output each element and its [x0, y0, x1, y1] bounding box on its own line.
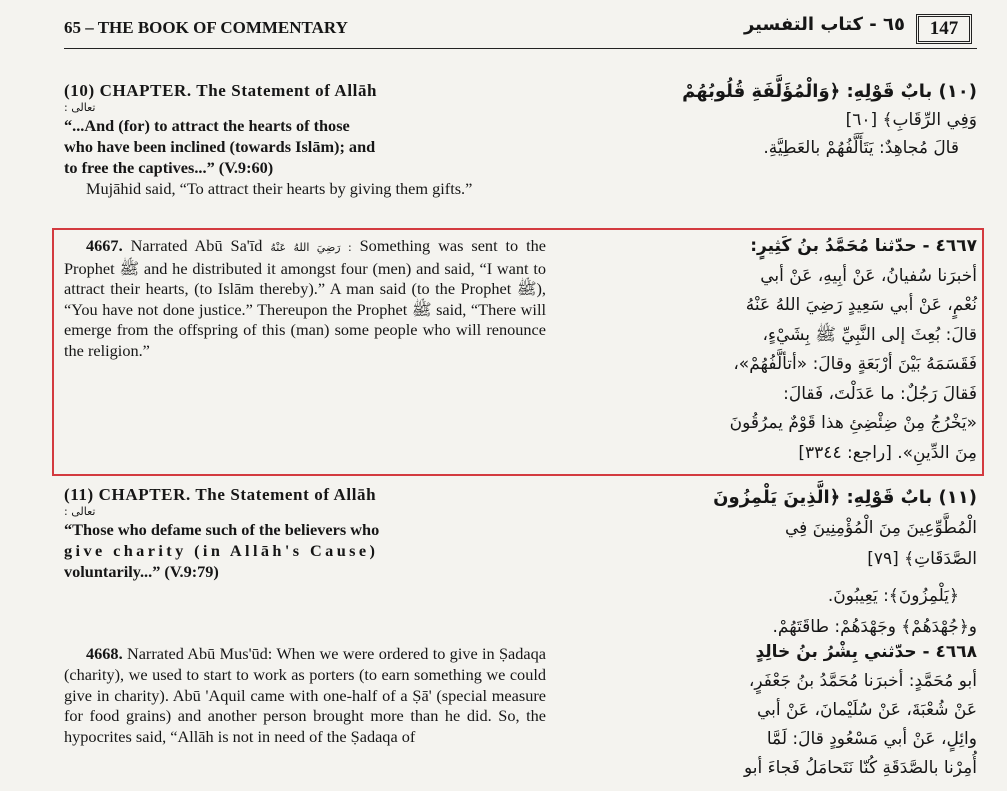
arabic-line: عَنْ شُعْبَةَ، عَنْ سُلَيْمانَ، عَنْ أبي [756, 700, 977, 720]
arabic-line: أبو مُحَمَّدٍ: أخبرَنا مُحَمَّدُ بنُ جَعْفَرٍ، [748, 671, 977, 691]
arabic-line: نُعْمٍ، عَنْ أبي سَعِيدٍ رَضِيَ اللهُ عَنْهُ [745, 295, 977, 315]
arabic-line: الصَّدَقَاتِ﴾ [٧٩] [867, 549, 977, 569]
mujahid-text: Mujāhid said, “To attract their hearts by giving them gifts.” [86, 179, 473, 198]
hadith-number: 4668. [86, 644, 123, 663]
chapter-11-heading: (11) CHAPTER. The Statement of Allāh [64, 485, 377, 504]
chapter-11-english [64, 484, 546, 582]
arabic-line: «يَخْرُجُ مِنْ ضِئْضِئِ هذا قَوْمٌ يمرُقُونَ [729, 413, 977, 433]
verse-line: who have been inclined (towards Islām); and [64, 137, 376, 156]
arabic-line: قالَ مُجاهِدٌ: يَتَأَلَّفُهُمْ بالعَطِيَّةِ. [763, 138, 959, 158]
verse-line: give charity (in Allāh's Cause) [64, 541, 379, 560]
arabic-line: أُمِرْنا بالصَّدَقَةِ كُنّا نَتَحامَلُ فَجاءَ أبو [743, 758, 977, 778]
hadith-4668-arabic [580, 638, 977, 783]
chapter-11-verse [64, 519, 546, 582]
arabic-line: ٤٦٦٧ - حدّثنا مُحَمَّدُ بنُ كَثِيرٍ: [750, 236, 977, 256]
chapter-11-arabic [580, 482, 977, 643]
arabic-line: قالَ: بُعِثَ إلى النَّبِيِّ ﷺ بِشَيْءٍ، [762, 324, 977, 345]
arabic-line: الْمُطَّوِّعِينَ مِنَ الْمُؤْمِنِينَ فِي [784, 518, 977, 538]
narrated-label: Narrated Abū Sa'īd [122, 236, 271, 255]
hadith-4667-text: Something was sent to the Prophet ﷺ and he distributed it amongst four (men) and said, “I want to attract their hearts, (to Islām thereby).” A man said (to the Prophet ﷺ), “You have not done justice.” Thereupon the Prophet ﷺ said, “There will emerge from the offspring of this (man) some people who will renounce the religion.” [64, 236, 547, 360]
arabic-line: فَقالَ رَجُلٌ: ما عَدَلْتَ، فَقالَ: [783, 383, 977, 404]
arabic-line: (١٠) بابٌ قَوْلِهِ: ﴿وَالْمُؤَلَّفَةِ قُلُوبُهُمْ [682, 81, 977, 102]
arabic-line: وائِلٍ، عَنْ أبي مَسْعُودٍ قالَ: لَمَّا [766, 729, 977, 749]
page-number: 147 [916, 14, 972, 44]
arabic-line: أخبرَنا سُفيانُ، عَنْ أبِيهِ، عَنْ أبي [760, 265, 977, 286]
header-rule [64, 48, 977, 49]
running-header-right: ٦٥ - كتاب التفسير [743, 14, 905, 35]
arabic-line: (١١) بابٌ قَوْلِهِ: ﴿الَّذِينَ يَلْمِزُونَ [713, 487, 977, 508]
chapter-10-heading: (10) CHAPTER. The Statement of Allāh [64, 81, 378, 100]
running-header-left: 65 – THE BOOK OF COMMENTARY [64, 18, 348, 37]
hadith-4667-arabic [580, 232, 977, 468]
chapter-10-taala: تعالى : [64, 101, 96, 114]
arabic-line: فَقَسَمَهُ بَيْنَ أرْبَعَةٍ وقالَ: «أتألَّفُهُمْ»، [733, 354, 977, 374]
hadith-4668-english [64, 644, 546, 748]
verse-line: “Those who defame such of the believers who [64, 520, 380, 539]
chapter-10-arabic [580, 78, 977, 162]
verse-line: to free the captives...” (V.9:60) [64, 158, 274, 177]
arabic-line: ٤٦٦٨ - حدّثني بِشْرُ بنُ خالِدٍ [755, 642, 977, 662]
chapter-11-taala: تعالى : [64, 505, 96, 518]
radi-allahu-anhu: رَضِيَ اللهُ عَنْهُ : [270, 241, 352, 254]
arabic-line: مِنَ الدِّينِ». [راجع: ٣٣٤٤] [798, 442, 977, 463]
chapter-10-verse [64, 115, 546, 178]
verse-line: voluntarily...” (V.9:79) [64, 562, 219, 581]
hadith-4668-text: Narrated Abū Mus'ūd: When we were ordered to give in Ṣadaqa (charity), we used to start to work as porters (to earn something we could give in charity). Abū 'Aquil came with one-half of a Ṣā' (special measure for food grains) and another person brought more than he did. So, the hypocrites said, “Allāh is not in need of the Ṣadaqa of [64, 644, 546, 747]
hadith-4667-english [64, 236, 546, 362]
verse-line: “...And (for) to attract the hearts of those [64, 116, 350, 135]
chapter-10-english [64, 80, 546, 199]
arabic-line: ﴿يَلْمِزُونَ﴾: يَعِيبُونَ. [827, 586, 959, 606]
arabic-line: وَفِي الرِّقَابِ﴾ [٦٠] [845, 110, 977, 130]
arabic-line: و﴿جُهْدَهُمْ﴾ وجَهْدَهُمْ: طاقَتَهُمْ. [772, 617, 977, 637]
hadith-number: 4667. [86, 236, 123, 255]
